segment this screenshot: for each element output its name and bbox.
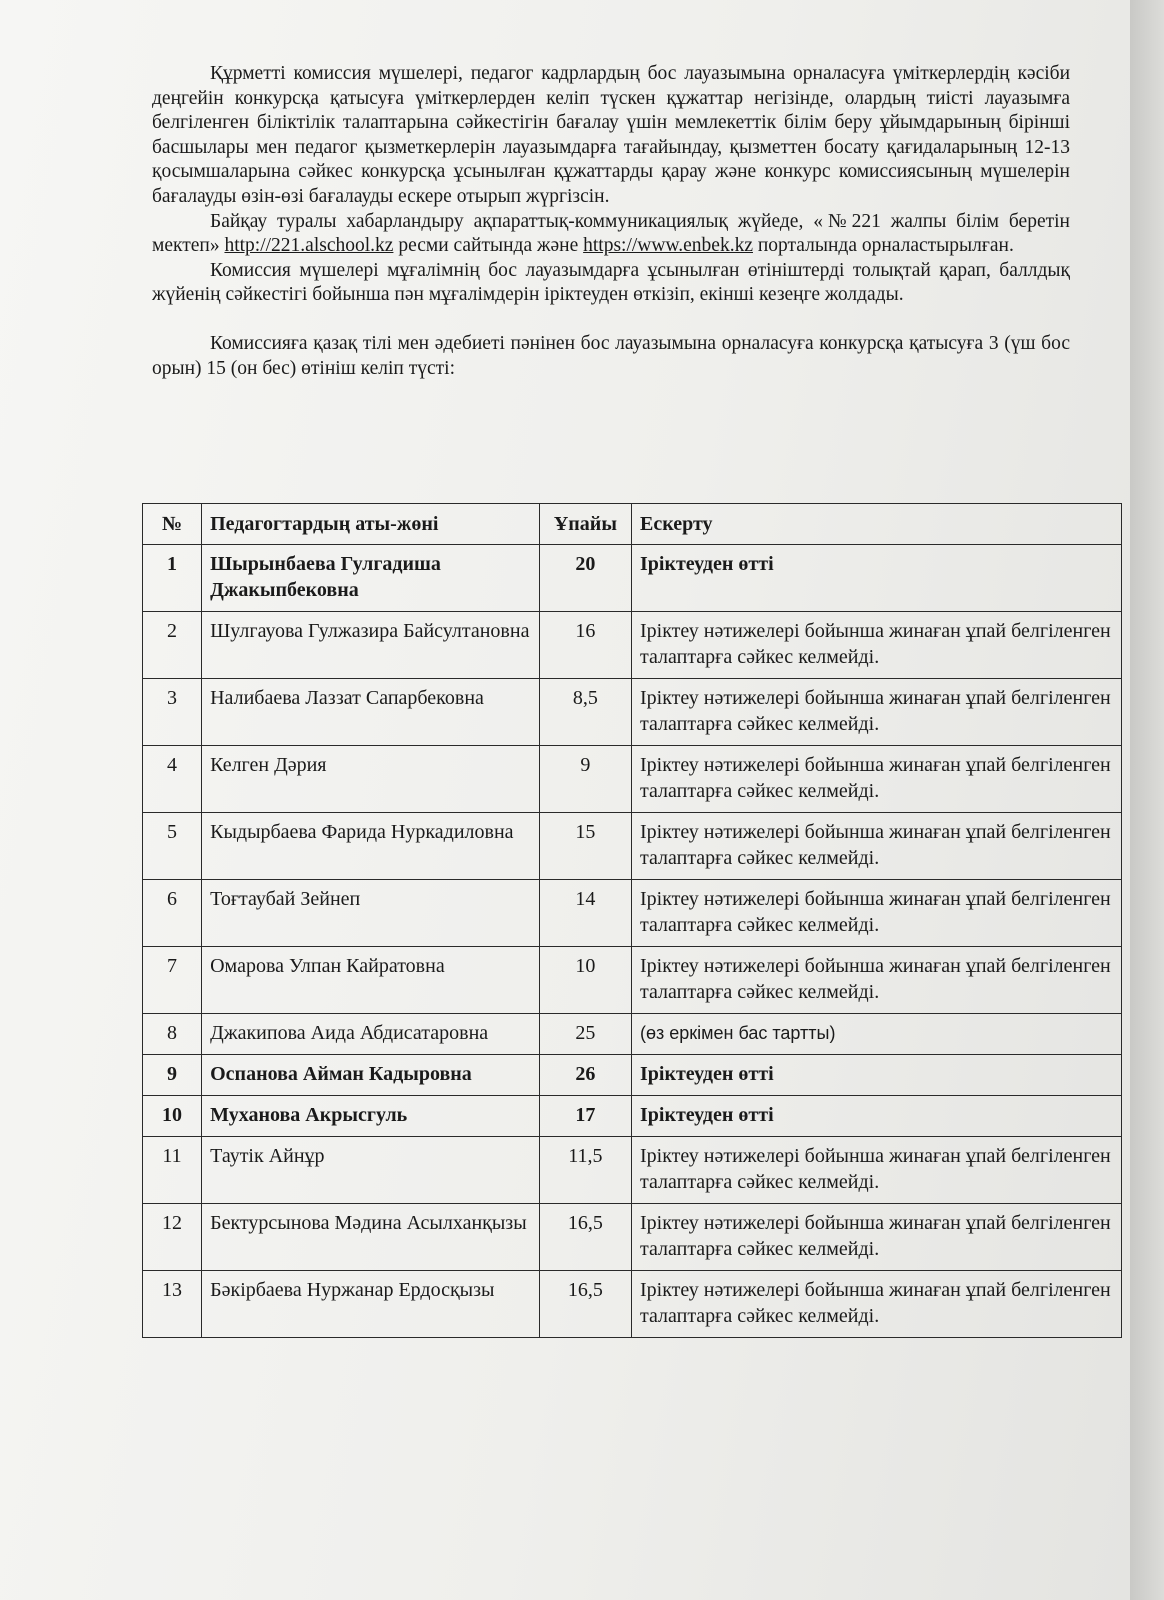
row-num: 3 bbox=[143, 679, 202, 746]
row-name: Шулгауова Гулжазира Байсултановна bbox=[202, 612, 540, 679]
table-row bbox=[143, 679, 1122, 746]
row-score: 25 bbox=[539, 1014, 631, 1055]
table-row bbox=[143, 612, 1122, 679]
enbek-portal-link[interactable]: https://www.enbek.kz bbox=[583, 235, 753, 257]
header-name: Педагогтардың аты-жөні bbox=[202, 504, 540, 545]
row-num: 10 bbox=[143, 1096, 202, 1137]
row-note: Іріктеуден өтті bbox=[631, 1096, 1121, 1137]
row-name: Оспанова Айман Кадыровна bbox=[202, 1055, 540, 1096]
row-name: Шырынбаева Гулгадиша Джакыпбековна bbox=[202, 545, 540, 612]
table-header-row bbox=[143, 504, 1122, 545]
school-site-link[interactable]: http://221.alschool.kz bbox=[224, 235, 394, 257]
row-note: Іріктеу нәтижелері бойынша жинаған ұпай белгіленген талаптарға сәйкес келмейді. bbox=[631, 1204, 1121, 1271]
table-row bbox=[143, 1204, 1122, 1271]
table-row bbox=[143, 813, 1122, 880]
row-score: 15 bbox=[539, 813, 631, 880]
row-score: 16 bbox=[539, 612, 631, 679]
row-num: 9 bbox=[143, 1055, 202, 1096]
row-score: 16,5 bbox=[539, 1271, 631, 1338]
row-num: 2 bbox=[143, 612, 202, 679]
row-note: Іріктеу нәтижелері бойынша жинаған ұпай белгіленген талаптарға сәйкес келмейді. bbox=[631, 746, 1121, 813]
row-score: 26 bbox=[539, 1055, 631, 1096]
row-note: Іріктеуден өтті bbox=[631, 1055, 1121, 1096]
row-score: 11,5 bbox=[539, 1137, 631, 1204]
row-name: Таутік Айнұр bbox=[202, 1137, 540, 1204]
intro-paragraph-3: Комиссия мүшелері мұғалімнің бос лауазымдарға ұсынылған өтініштерді толықтай қарап, баллдық жүйенің сәйкестігі бойынша пән мұғалімдерін іріктеуден өткізіп, екінші кезеңге жолдады. bbox=[152, 259, 1070, 306]
row-num: 11 bbox=[143, 1137, 202, 1204]
row-name: Тоғтаубай Зейнеп bbox=[202, 880, 540, 947]
row-note: Іріктеу нәтижелері бойынша жинаған ұпай белгіленген талаптарға сәйкес келмейді. bbox=[631, 813, 1121, 880]
header-note: Ескерту bbox=[631, 504, 1121, 545]
header-num: № bbox=[143, 504, 202, 545]
table-row bbox=[143, 947, 1122, 1014]
row-name: Кыдырбаева Фарида Нуркадиловна bbox=[202, 813, 540, 880]
intro-paragraph-1: Құрметті комиссия мүшелері, педагог кадрлардың бос лауазымына орналасуға үміткерлердің кәсіби деңгейін конкурсқа қатысуға үміткерлерден келіп түскен құжаттар негізінде, олардың тиісті лауазымға белгіленген біліктілік талаптарына сәйкестігін бағалау үшін мемлекеттік білім беру ұйымдарының бірінші басшылары мен педагог қызметкерлерін лауазымдарға тағайындау, қызметтен босату қағидаларының 12-13 қосымшаларына сәйкес конкурсқа ұсынылған құжаттарды қарау және конкурс комиссиясының мүшелерін бағалауды өзін-өзі бағалауды ескере отырып жүргізсін. bbox=[152, 63, 1070, 207]
row-score: 10 bbox=[539, 947, 631, 1014]
row-note: Іріктеу нәтижелері бойынша жинаған ұпай белгіленген талаптарға сәйкес келмейді. bbox=[631, 880, 1121, 947]
header-score: Ұпайы bbox=[539, 504, 631, 545]
p2-text-start: Байқау туралы хабарландыру ақпараттық-коммуникациялық жүйеде, «№221 жалпы білім беретін мектеп» bbox=[152, 210, 1070, 257]
row-name: Омарова Улпан Кайратовна bbox=[202, 947, 540, 1014]
table-row bbox=[143, 880, 1122, 947]
applicants-table bbox=[142, 503, 1122, 1338]
row-note: Іріктеу нәтижелері бойынша жинаған ұпай белгіленген талаптарға сәйкес келмейді. bbox=[631, 1271, 1121, 1338]
row-note: Іріктеу нәтижелері бойынша жинаған ұпай белгіленген талаптарға сәйкес келмейді. bbox=[631, 947, 1121, 1014]
row-num: 1 bbox=[143, 545, 202, 612]
row-score: 17 bbox=[539, 1096, 631, 1137]
row-score: 16,5 bbox=[539, 1204, 631, 1271]
page-edge-background bbox=[1130, 0, 1164, 1600]
row-name: Налибаева Лаззат Сапарбековна bbox=[202, 679, 540, 746]
row-num: 12 bbox=[143, 1204, 202, 1271]
row-name: Джакипова Аида Абдисатаровна bbox=[202, 1014, 540, 1055]
row-name: Бәкірбаева Нуржанар Ердосқызы bbox=[202, 1271, 540, 1338]
row-num: 13 bbox=[143, 1271, 202, 1338]
table-body bbox=[143, 545, 1122, 1338]
p2-text-end: порталында орналастырылған. bbox=[752, 235, 1014, 257]
row-num: 7 bbox=[143, 947, 202, 1014]
row-name: Келген Дәрия bbox=[202, 746, 540, 813]
p2-text-mid: ресми сайтында және bbox=[393, 235, 584, 257]
row-note: Іріктеу нәтижелері бойынша жинаған ұпай белгіленген талаптарға сәйкес келмейді. bbox=[631, 679, 1121, 746]
intro-paragraph-2 bbox=[152, 210, 1070, 259]
row-score: 20 bbox=[539, 545, 631, 612]
row-note: Іріктеуден өтті bbox=[631, 545, 1121, 612]
row-score: 14 bbox=[539, 880, 631, 947]
table-row bbox=[143, 1014, 1122, 1055]
row-name: Бектурсынова Мәдина Асылханқызы bbox=[202, 1204, 540, 1271]
intro-text bbox=[152, 62, 1070, 381]
intro-paragraph-4: Комиссияға қазақ тілі мен әдебиеті пәнінен бос лауазымына орналасуға конкурсқа қатысуға 3 (үш бос орын) 15 (он бес) өтініш келіп түсті: bbox=[152, 332, 1070, 379]
row-num: 4 bbox=[143, 746, 202, 813]
row-num: 8 bbox=[143, 1014, 202, 1055]
table-row bbox=[143, 545, 1122, 612]
row-num: 6 bbox=[143, 880, 202, 947]
table-row bbox=[143, 1096, 1122, 1137]
row-note: Іріктеу нәтижелері бойынша жинаған ұпай белгіленген талаптарға сәйкес келмейді. bbox=[631, 1137, 1121, 1204]
row-name: Муханова Акрысгуль bbox=[202, 1096, 540, 1137]
table-row bbox=[143, 746, 1122, 813]
row-note: Іріктеу нәтижелері бойынша жинаған ұпай белгіленген талаптарға сәйкес келмейді. bbox=[631, 612, 1121, 679]
row-note: (өз еркімен бас тартты) bbox=[631, 1014, 1121, 1055]
row-score: 9 bbox=[539, 746, 631, 813]
row-num: 5 bbox=[143, 813, 202, 880]
table-row bbox=[143, 1137, 1122, 1204]
table-row bbox=[143, 1271, 1122, 1338]
row-score: 8,5 bbox=[539, 679, 631, 746]
table-row bbox=[143, 1055, 1122, 1096]
